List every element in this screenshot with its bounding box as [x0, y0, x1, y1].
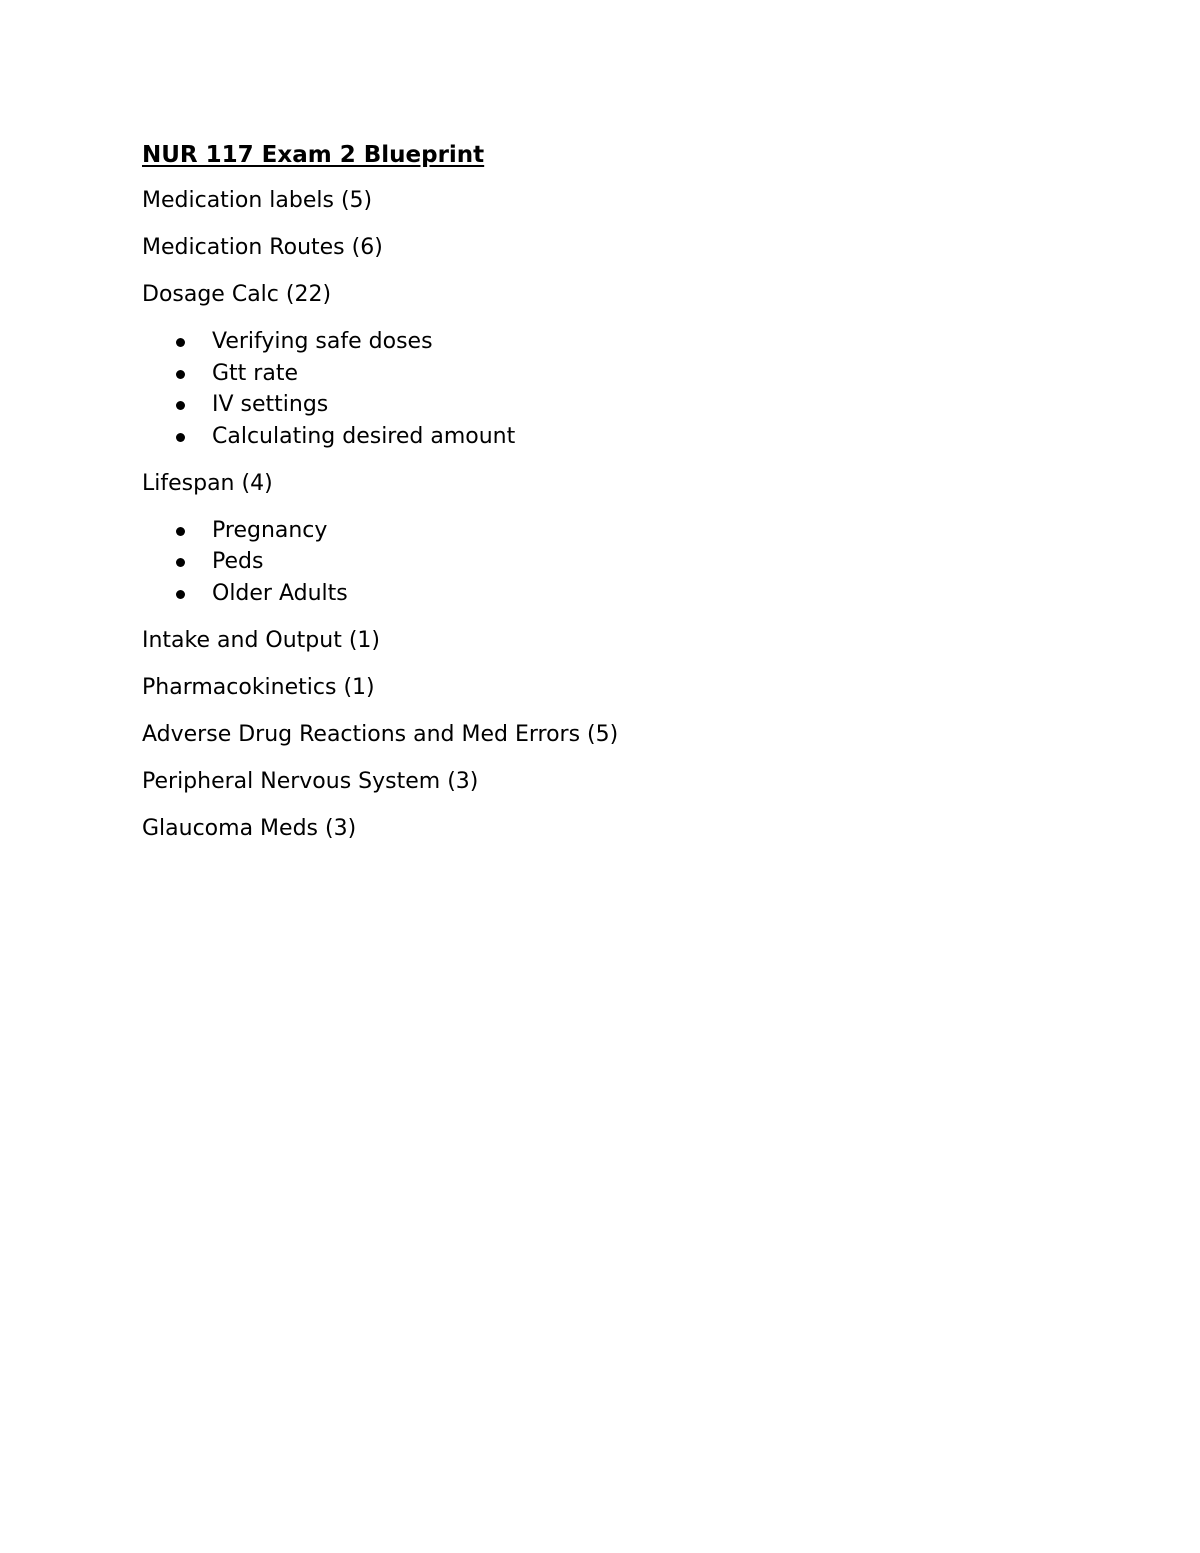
lifespan-list — [142, 515, 1062, 610]
list-item-text: Verifying safe doses — [212, 329, 433, 354]
section-heading-peripheral-nervous-system: Peripheral Nervous System (3) — [142, 768, 479, 794]
list-item — [142, 546, 1062, 578]
section-heading-lifespan: Lifespan (4) — [142, 470, 273, 496]
list-item-text: IV settings — [212, 392, 329, 418]
list-item — [142, 326, 1062, 358]
list-item-text: Peds — [212, 549, 264, 575]
bullet-icon — [176, 527, 185, 536]
bullet-icon — [176, 401, 185, 410]
list-item-text: Gtt rate — [212, 360, 298, 386]
bullet-icon — [176, 590, 185, 599]
list-item — [142, 389, 1062, 421]
list-item — [142, 421, 1062, 453]
section-heading-glaucoma-meds: Glaucoma Meds (3) — [142, 815, 357, 841]
section-heading-pharmacokinetics: Pharmacokinetics (1) — [142, 674, 375, 700]
list-item — [142, 515, 1062, 547]
bullet-icon — [176, 338, 185, 347]
list-item-text: Older Adults — [212, 581, 348, 607]
section-heading-adverse-drug-reactions: Adverse Drug Reactions and Med Errors (5) — [142, 721, 619, 747]
list-item — [142, 358, 1062, 390]
document-title: NUR 117 Exam 2 Blueprint — [142, 142, 485, 168]
bullet-icon — [176, 370, 185, 379]
list-item-text: Calculating desired amount — [212, 424, 516, 450]
bullet-icon — [176, 558, 185, 567]
list-item — [142, 578, 1062, 610]
bullet-icon — [176, 433, 185, 442]
section-heading-medication-labels: Medication labels (5) — [142, 188, 373, 213]
section-heading-intake-output: Intake and Output (1) — [142, 627, 380, 653]
document-body — [142, 138, 1062, 860]
section-heading-dosage-calc: Dosage Calc (22) — [142, 282, 332, 307]
dosage-calc-list — [142, 326, 1062, 453]
section-heading-medication-routes: Medication Routes (6) — [142, 235, 383, 260]
list-item-text: Pregnancy — [212, 517, 328, 543]
